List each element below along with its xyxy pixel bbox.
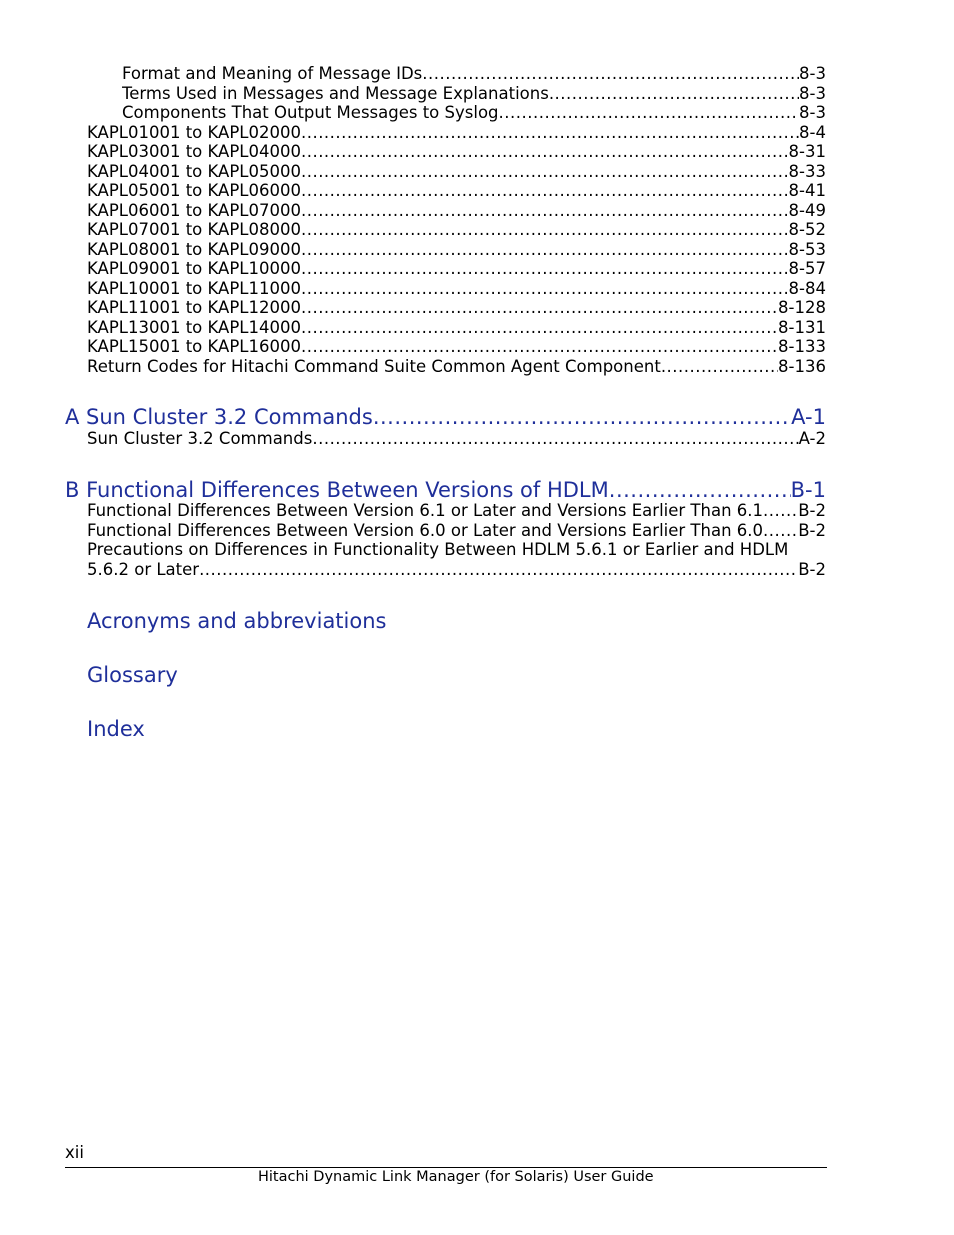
toc-entry-title: Format and Meaning of Message IDs [122, 64, 423, 83]
toc-entry-page: A-2 [798, 429, 826, 448]
toc-entry-page: 8-49 [788, 200, 826, 220]
toc-entry[interactable] [122, 103, 826, 123]
toc-leader [301, 201, 789, 221]
toc-appendix-b[interactable] [65, 478, 826, 502]
toc-section-acronyms[interactable]: Acronyms and abbreviations [87, 609, 387, 633]
toc-entry-page: 8-136 [778, 356, 826, 376]
toc-entry-page: 8-52 [788, 220, 826, 239]
toc-entry-page: 8-133 [778, 337, 826, 356]
toc-entry[interactable] [87, 501, 826, 521]
toc-entry[interactable] [87, 357, 826, 377]
toc-entry[interactable] [87, 298, 826, 318]
toc-leader [312, 429, 798, 449]
toc-entry-page: B-2 [798, 520, 826, 540]
toc-entry-title: KAPL03001 to KAPL04000 [87, 142, 301, 161]
toc-entry[interactable] [87, 560, 826, 580]
toc-entry-title: KAPL11001 to KAPL12000 [87, 298, 301, 317]
toc-entry-title: KAPL07001 to KAPL08000 [87, 220, 301, 239]
toc-leader [301, 318, 778, 338]
toc-entry-page: A-1 [791, 405, 826, 429]
toc-leader [373, 405, 791, 429]
toc-leader [301, 298, 778, 318]
toc-entry[interactable] [87, 279, 826, 299]
toc-entry[interactable] [122, 64, 826, 84]
toc-entry-title: KAPL04001 to KAPL05000 [87, 161, 301, 181]
toc-entry-title: KAPL13001 to KAPL14000 [87, 317, 301, 337]
toc-entry-page: 8-41 [788, 181, 826, 200]
toc-entry-title: Terms Used in Messages and Message Explanations [122, 83, 549, 103]
toc-leader [609, 478, 791, 502]
toc-entry-title: KAPL10001 to KAPL11000 [87, 278, 301, 298]
toc-entry-title-line2: 5.6.2 or Later [87, 559, 200, 579]
toc-leader [301, 240, 789, 260]
toc-section-index[interactable]: Index [87, 717, 145, 741]
toc-entry-title: B Functional Differences Between Versions of HDLM [65, 478, 609, 502]
toc-leader [301, 220, 789, 240]
toc-leader [199, 560, 798, 580]
toc-entry[interactable] [87, 337, 826, 357]
toc-entry-title: KAPL05001 to KAPL06000 [87, 181, 301, 200]
toc-leader [301, 162, 789, 182]
toc-leader [301, 181, 789, 201]
toc-entry-page: 8-31 [788, 142, 826, 161]
toc-entry-title: Sun Cluster 3.2 Commands [87, 429, 313, 448]
toc-entry[interactable] [87, 318, 826, 338]
toc-entry-title: Functional Differences Between Version 6.1 or Later and Versions Earlier Than 6.1 [87, 501, 764, 520]
toc-entry-page: 8-33 [788, 161, 826, 181]
toc-entry[interactable] [122, 84, 826, 104]
toc-leader [549, 84, 799, 104]
toc-entry-title: A Sun Cluster 3.2 Commands [65, 405, 373, 429]
toc-entry[interactable] [87, 201, 826, 221]
toc-entry-page: 8-57 [788, 259, 826, 278]
page-number: xii [65, 1143, 84, 1162]
toc-leader [763, 521, 798, 541]
toc-entry[interactable] [87, 220, 826, 240]
toc-leader [763, 501, 798, 521]
toc-entry-page: 8-53 [788, 239, 826, 259]
toc-entry[interactable] [87, 123, 826, 143]
toc-leader [422, 64, 799, 84]
toc-leader [301, 123, 799, 143]
toc-entry-page: 8-131 [778, 317, 826, 337]
toc-entry-page: 8-3 [799, 83, 826, 103]
toc-entry-page: B-1 [790, 478, 826, 502]
footer-title: Hitachi Dynamic Link Manager (for Solaris) User Guide [258, 1169, 654, 1185]
toc-entry[interactable] [87, 142, 826, 162]
toc-entry-title: KAPL15001 to KAPL16000 [87, 337, 301, 356]
toc-entry-title: Return Codes for Hitachi Command Suite Common Agent Component [87, 356, 661, 376]
toc-entry-title: Functional Differences Between Version 6.0 or Later and Versions Earlier Than 6.0 [87, 520, 764, 540]
toc-entry-title: KAPL09001 to KAPL10000 [87, 259, 301, 278]
toc-entry[interactable] [87, 162, 826, 182]
toc-leader [301, 279, 789, 299]
toc-entry-page: 8-128 [778, 298, 826, 317]
toc-entry-title: KAPL06001 to KAPL07000 [87, 200, 301, 220]
toc-entry-title: KAPL08001 to KAPL09000 [87, 239, 301, 259]
toc-leader [499, 103, 800, 123]
toc-leader [301, 259, 789, 279]
footer-divider [65, 1167, 827, 1168]
toc-leader [301, 142, 789, 162]
toc-entry-title: Components That Output Messages to Syslog [122, 103, 499, 122]
toc-entry-title: KAPL01001 to KAPL02000 [87, 122, 301, 142]
toc-entry[interactable] [87, 181, 826, 201]
toc-entry-page: 8-3 [799, 103, 826, 122]
toc-entry[interactable] [87, 259, 826, 279]
toc-entry[interactable] [87, 240, 826, 260]
toc-leader [301, 337, 778, 357]
toc-entry[interactable] [87, 521, 826, 541]
toc-appendix-a[interactable] [65, 405, 826, 429]
toc-section-glossary[interactable]: Glossary [87, 663, 178, 687]
toc-entry-page: 8-4 [799, 122, 826, 142]
toc-entry-page: 8-84 [788, 278, 826, 298]
toc-entry-page: B-2 [798, 559, 826, 579]
toc-entry[interactable] [87, 429, 826, 449]
toc-entry-page: B-2 [798, 501, 826, 520]
toc-entry-page: 8-3 [799, 64, 826, 83]
toc-leader [661, 357, 778, 377]
toc-entry-title-line1[interactable]: Precautions on Differences in Functionality Between HDLM 5.6.1 or Earlier and HDLM [87, 540, 789, 559]
